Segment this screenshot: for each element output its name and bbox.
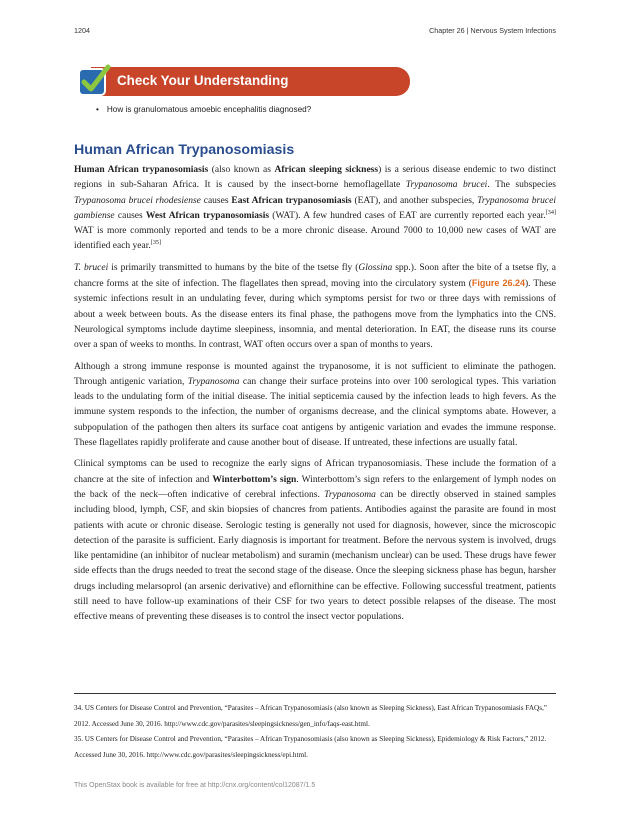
footnote-ref[interactable]: [34] bbox=[545, 208, 556, 216]
text: (EAT), and another subspecies, bbox=[351, 195, 478, 206]
term: African sleeping sickness bbox=[274, 165, 379, 175]
review-question bbox=[96, 105, 311, 114]
text: . Winterbottom’s sign refers to the enlargement of lymph nodes on the back of the neck—often indicative of cerebral infections. bbox=[74, 474, 556, 500]
text: causes bbox=[200, 195, 232, 206]
text: can be directly observed in stained samples including blood, lymph, CSF, and skin biopsies of chancres from patients. Antibodies against the parasite are found in most patients with acute or chronic disease. Serologic testing is generally not used for diagnosis, however, since the microscopic detection of the parasite is sufficient. Early diagnosis is important for treatment. Before the nervous system is involved, drugs like pentamidine (an inhibitor of nuclear metabolism) and suramin (mechanism unclear) can be used. These drugs have fewer side effects than the drugs needed to treat the second stage of the disease. Once the sleeping sickness phase has begun, harsher drugs including melarsoprol (an arsenic derivative) and eflornithine can be effective. Following successful treatment, patients still need to have follow-up examinations of their CSF for two years to detect possible relapses of the disease. The most effective means of preventing these diseases is to control the insect vector populations. bbox=[74, 489, 556, 623]
species-name: Trypanosoma bbox=[324, 489, 376, 500]
paragraph-1 bbox=[74, 163, 556, 255]
bullet-icon: • bbox=[96, 105, 99, 114]
species-name: Trypanosoma brucei bbox=[405, 180, 488, 191]
page-number: 1204 bbox=[74, 26, 90, 35]
text: is primarily transmitted to humans by the bite of the tsetse fly ( bbox=[108, 262, 359, 273]
term: Human African trypanosomiasis bbox=[74, 165, 209, 175]
text: causes bbox=[114, 210, 146, 221]
paragraph-3 bbox=[74, 360, 556, 452]
text: . The subspecies bbox=[487, 180, 556, 191]
term: Winterbottom’s sign bbox=[212, 474, 297, 485]
paragraph-2 bbox=[74, 261, 556, 354]
text: (also known as bbox=[208, 165, 275, 175]
checkbox-check-icon bbox=[77, 63, 111, 99]
chapter-title: Chapter 26 | Nervous System Infections bbox=[429, 26, 556, 35]
footnotes bbox=[74, 701, 556, 763]
page-footer: This OpenStax book is available for free at http://cnx.org/content/col12087/1.5 bbox=[74, 782, 316, 789]
paragraph-4 bbox=[74, 457, 556, 625]
footnote-34: 34. US Centers for Disease Control and Prevention, “Parasites – African Trypanosomiasis (also known as Sleeping Sickness), East African Trypanosomiasis FAQs,” 2012. Accessed June 30, 2016. http://www.cdc.gov/parasites/sleepingsickness/gen_info/faqs-east.html. bbox=[74, 704, 547, 728]
species-name: Glossina bbox=[358, 262, 393, 273]
check-your-understanding-banner bbox=[77, 66, 410, 97]
footnote-divider bbox=[74, 693, 556, 694]
text: (WAT). A few hundred cases of EAT are currently reported each year. bbox=[269, 210, 546, 221]
footnote-35: 35. US Centers for Disease Control and Prevention, “Parasites – African Trypanosomiasis (also known as Sleeping Sickness), Epidemiology & Risk Factors,” 2012. Accessed June 30, 2016. http://www.cdc.gov/parasites/sleepingsickness/epi.html. bbox=[74, 735, 547, 759]
species-name: Trypanosoma brucei rhodesiense bbox=[74, 195, 201, 206]
text: ) is a serious disease endemic to two distinct regions in sub-Saharan Africa. It is caused by the insect-borne hemoflagellate bbox=[74, 165, 556, 191]
term: West African trypanosomiasis bbox=[145, 210, 270, 221]
text: Clinical symptoms can be used to recognize the early signs of African trypanosomiasis. These include the formation of a chancre at the site of infection and bbox=[74, 459, 556, 485]
section-body bbox=[74, 163, 556, 632]
species-name: Trypanosoma brucei gambiense bbox=[74, 195, 556, 221]
banner-title: Check Your Understanding bbox=[117, 73, 289, 88]
text: spp.). Soon after the bite of a tsetse fly, a chancre forms at the site of infection. The flagellates then spread, moving into the circulatory system ( bbox=[74, 262, 556, 290]
section-title: Human African Trypanosomiasis bbox=[74, 142, 295, 158]
text: ). These systemic infections result in an undulating fever, during which symptoms persist for two or three days with remissions of about a week between bouts. As the disease enters its final phase, the pathogens move from the lymphatics into the CNS. Neurological symptoms include daytime sleepiness, insomnia, and mental deterioration. In EAT, the disease runs its course over a span of weeks to months. In contrast, WAT often occurs over a span of months to years. bbox=[74, 279, 557, 351]
species-name: T. brucei bbox=[74, 262, 109, 273]
text: WAT is more commonly reported and tends to be a more chronic disease. Around 7000 to 10,000 new cases of WAT are identified each year. bbox=[74, 226, 556, 252]
figure-link[interactable]: Figure 26.24 bbox=[471, 278, 525, 289]
text: Although a strong immune response is mounted against the trypanosome, it is not sufficient to eliminate the pathogen. Through antigenic variation, bbox=[74, 361, 556, 387]
species-name: Trypanosoma bbox=[187, 376, 240, 387]
footnote-ref[interactable]: [35] bbox=[150, 239, 162, 247]
review-question-text: How is granulomatous amoebic encephalitis diagnosed? bbox=[106, 105, 312, 114]
term: East African trypanosomiasis bbox=[231, 195, 352, 206]
text: can change their surface proteins into over 100 serological types. This variation leads to the undulating form of the initial disease. The initial septicemia caused by the infection leads to high fevers. As the immune system responds to the infection, the number of organisms decrease, and the clinical symptoms abate. However, a subpopulation of the pathogen then alters its surface coat antigens by antigenic variation and evades the immune response. These flagellates rapidly proliferate and cause another bout of disease. If untreated, these infections are usually fatal. bbox=[74, 376, 556, 449]
page-header bbox=[74, 26, 556, 38]
